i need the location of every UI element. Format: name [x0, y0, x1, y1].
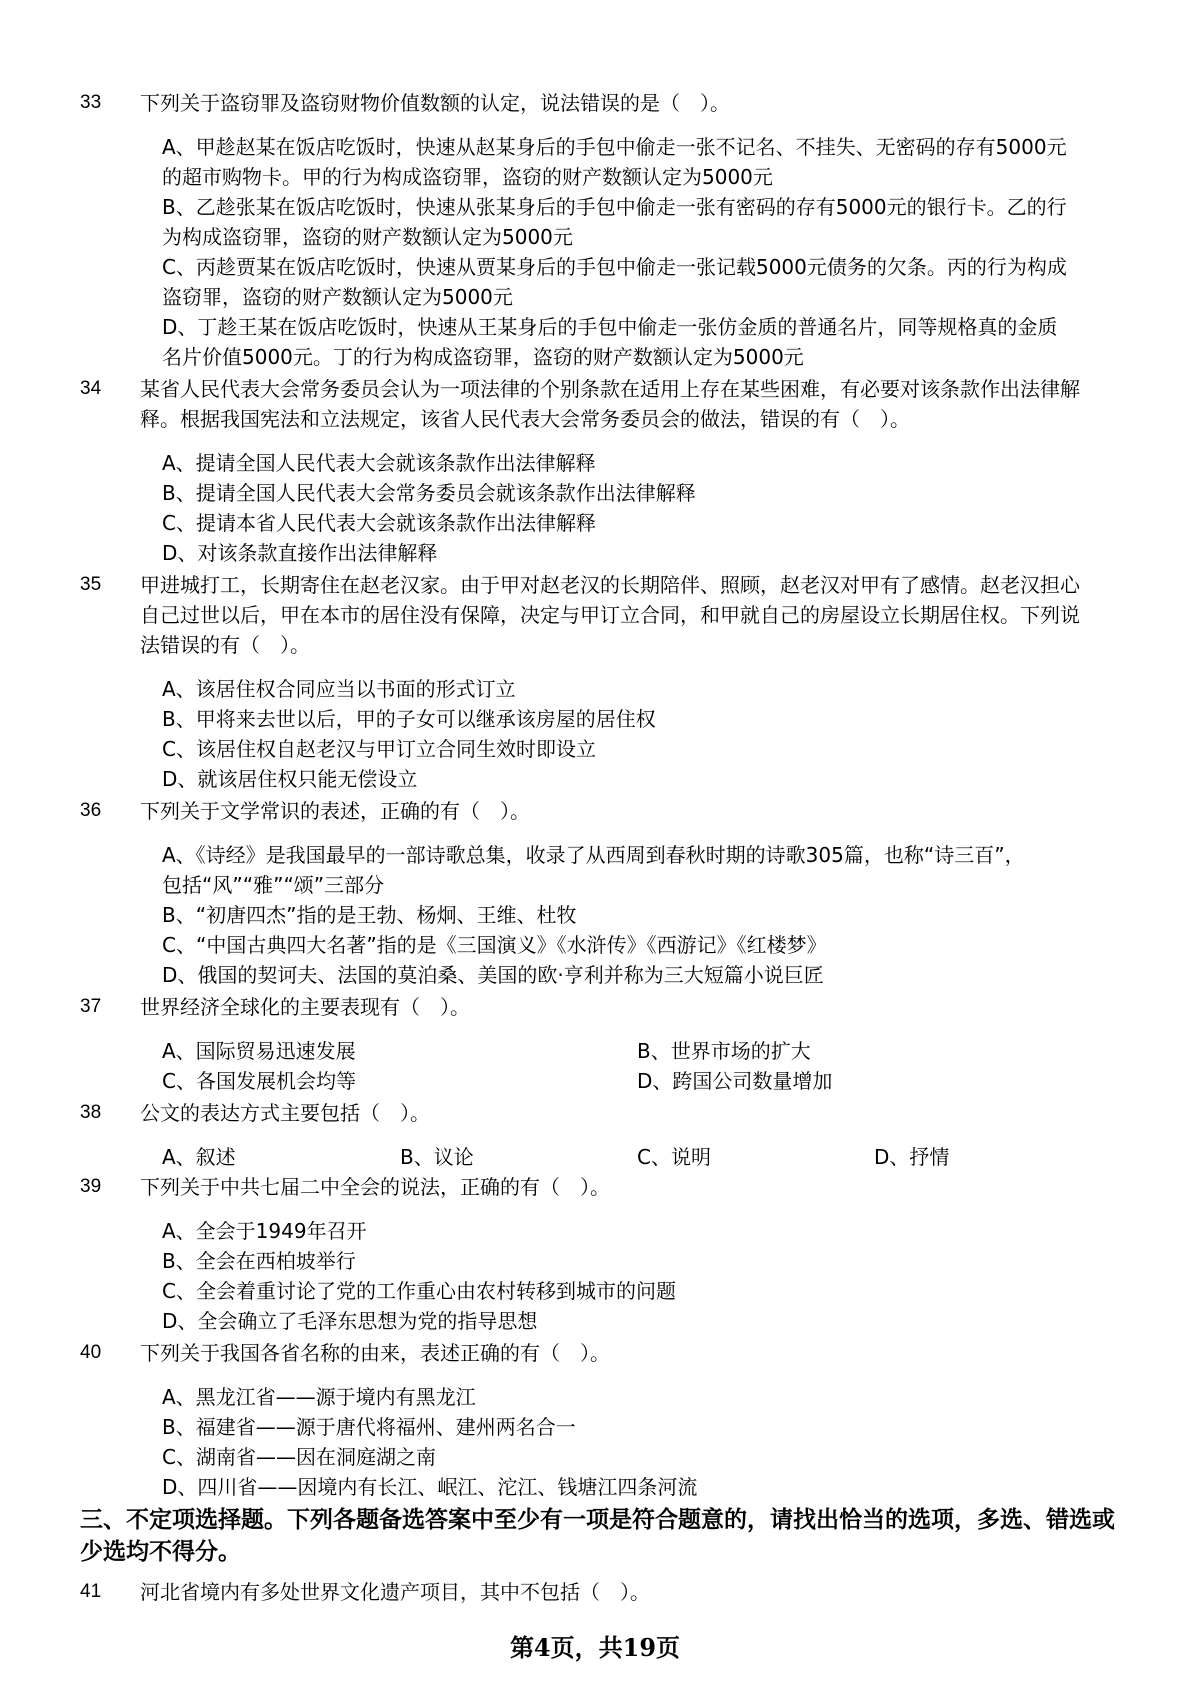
- question-number: 38: [80, 1102, 102, 1123]
- option-b: B、全会在西柏坡举行: [162, 1249, 356, 1273]
- option-a: A、《诗经》是我国最早的一部诗歌总集，收录了从西周到春秋时期的诗歌305篇，也称“诗三百”，包括“风”“雅”“颂”三部分: [162, 843, 1025, 897]
- question-stem: 河北省境内有多处世界文化遗产项目，其中不包括（ ）。: [140, 1580, 650, 1604]
- option-a: A、甲趁赵某在饭店吃饭时，快速从赵某身后的手包中偷走一张不记名、不挂失、无密码的存有5000元的超市购物卡。甲的行为构成盗窃罪，盗窃的财产数额认定为5000元: [162, 135, 1067, 189]
- option-c: C、该居住权自赵老汉与甲订立合同生效时即设立: [162, 737, 596, 761]
- option-b: B、“初唐四杰”指的是王勃、杨炯、王维、杜牧: [162, 903, 577, 927]
- option-d: D、就该居住权只能无偿设立: [162, 767, 418, 791]
- question-stem: 公文的表达方式主要包括（ ）。: [140, 1101, 430, 1125]
- option-c: C、全会着重讨论了党的工作重心由农村转移到城市的问题: [162, 1279, 676, 1303]
- question-number: 40: [80, 1342, 102, 1363]
- option-d: D、丁趁王某在饭店吃饭时，快速从王某身后的手包中偷走一张仿金质的普通名片，同等规格真的金质名片价值5000元。丁的行为构成盗窃罪，盗窃的财产数额认定为5000元: [162, 315, 1058, 369]
- question-number: 36: [80, 800, 102, 821]
- question-stem: 下列关于文学常识的表述，正确的有（ ）。: [140, 799, 530, 823]
- option-b: B、世界市场的扩大: [637, 1039, 811, 1063]
- option-a: A、全会于1949年召开: [162, 1219, 367, 1243]
- option-b: B、甲将来去世以后，甲的子女可以继承该房屋的居住权: [162, 707, 656, 731]
- option-c: C、说明: [637, 1145, 711, 1169]
- question-number: 35: [80, 574, 102, 595]
- option-c: C、湖南省——因在洞庭湖之南: [162, 1445, 436, 1469]
- option-b: B、福建省——源于唐代将福州、建州两名合一: [162, 1415, 576, 1439]
- question-number: 37: [80, 996, 102, 1017]
- question-stem: 甲进城打工，长期寄住在赵老汉家。由于甲对赵老汉的长期陪伴、照顾，赵老汉对甲有了感情。赵老汉担心自己过世以后，甲在本市的居住没有保障，决定与甲订立合同，和甲就自己的房屋设立长期居住权。下列说法错误的有（ ）。: [140, 573, 1080, 657]
- option-c: C、提请本省人民代表大会就该条款作出法律解释: [162, 511, 596, 535]
- question-stem: 世界经济全球化的主要表现有（ ）。: [140, 995, 470, 1019]
- option-a: A、叙述: [162, 1145, 236, 1169]
- question-number: 41: [80, 1581, 102, 1602]
- option-d: D、抒情: [874, 1145, 950, 1169]
- question-number: 34: [80, 378, 102, 399]
- question-stem: 某省人民代表大会常务委员会认为一项法律的个别条款在适用上存在某些困难，有必要对该条款作出法律解释。根据我国宪法和立法规定，该省人民代表大会常务委员会的做法，错误的有（ ）。: [140, 377, 1080, 431]
- option-a: A、提请全国人民代表大会就该条款作出法律解释: [162, 451, 596, 475]
- option-d: D、俄国的契诃夫、法国的莫泊桑、美国的欧·亨利并称为三大短篇小说巨匠: [162, 963, 824, 987]
- page-footer: 第4页，共19页: [509, 1633, 681, 1662]
- option-d: D、四川省——因境内有长江、岷江、沱江、钱塘江四条河流: [162, 1475, 698, 1499]
- option-b: B、议论: [400, 1145, 474, 1169]
- option-a: A、黑龙江省——源于境内有黑龙江: [162, 1385, 476, 1409]
- option-c: C、丙趁贾某在饭店吃饭时，快速从贾某身后的手包中偷走一张记载5000元债务的欠条。丙的行为构成盗窃罪，盗窃的财产数额认定为5000元: [162, 255, 1067, 309]
- option-d: D、对该条款直接作出法律解释: [162, 541, 438, 565]
- option-a: A、该居住权合同应当以书面的形式订立: [162, 677, 516, 701]
- option-a: A、国际贸易迅速发展: [162, 1039, 356, 1063]
- question-number: 33: [80, 92, 102, 113]
- option-d: D、全会确立了毛泽东思想为党的指导思想: [162, 1309, 538, 1333]
- question-stem: 下列关于中共七届二中全会的说法，正确的有（ ）。: [140, 1175, 610, 1199]
- question-stem: 下列关于我国各省名称的由来，表述正确的有（ ）。: [140, 1341, 610, 1365]
- option-d: D、跨国公司数量增加: [637, 1069, 833, 1093]
- section-heading: 三、不定项选择题。下列各题备选答案中至少有一项是符合题意的，请找出恰当的选项，多选、错选或少选均不得分。: [80, 1507, 1115, 1565]
- question-number: 39: [80, 1176, 102, 1197]
- question-stem: 下列关于盗窃罪及盗窃财物价值数额的认定，说法错误的是（ ）。: [140, 91, 730, 115]
- option-c: C、各国发展机会均等: [162, 1069, 356, 1093]
- option-b: B、提请全国人民代表大会常务委员会就该条款作出法律解释: [162, 481, 696, 505]
- option-b: B、乙趁张某在饭店吃饭时，快速从张某身后的手包中偷走一张有密码的存有5000元的银行卡。乙的行为构成盗窃罪，盗窃的财产数额认定为5000元: [162, 195, 1067, 249]
- option-c: C、“中国古典四大名著”指的是《三国演义》《水浒传》《西游记》《红楼梦》: [162, 933, 827, 957]
